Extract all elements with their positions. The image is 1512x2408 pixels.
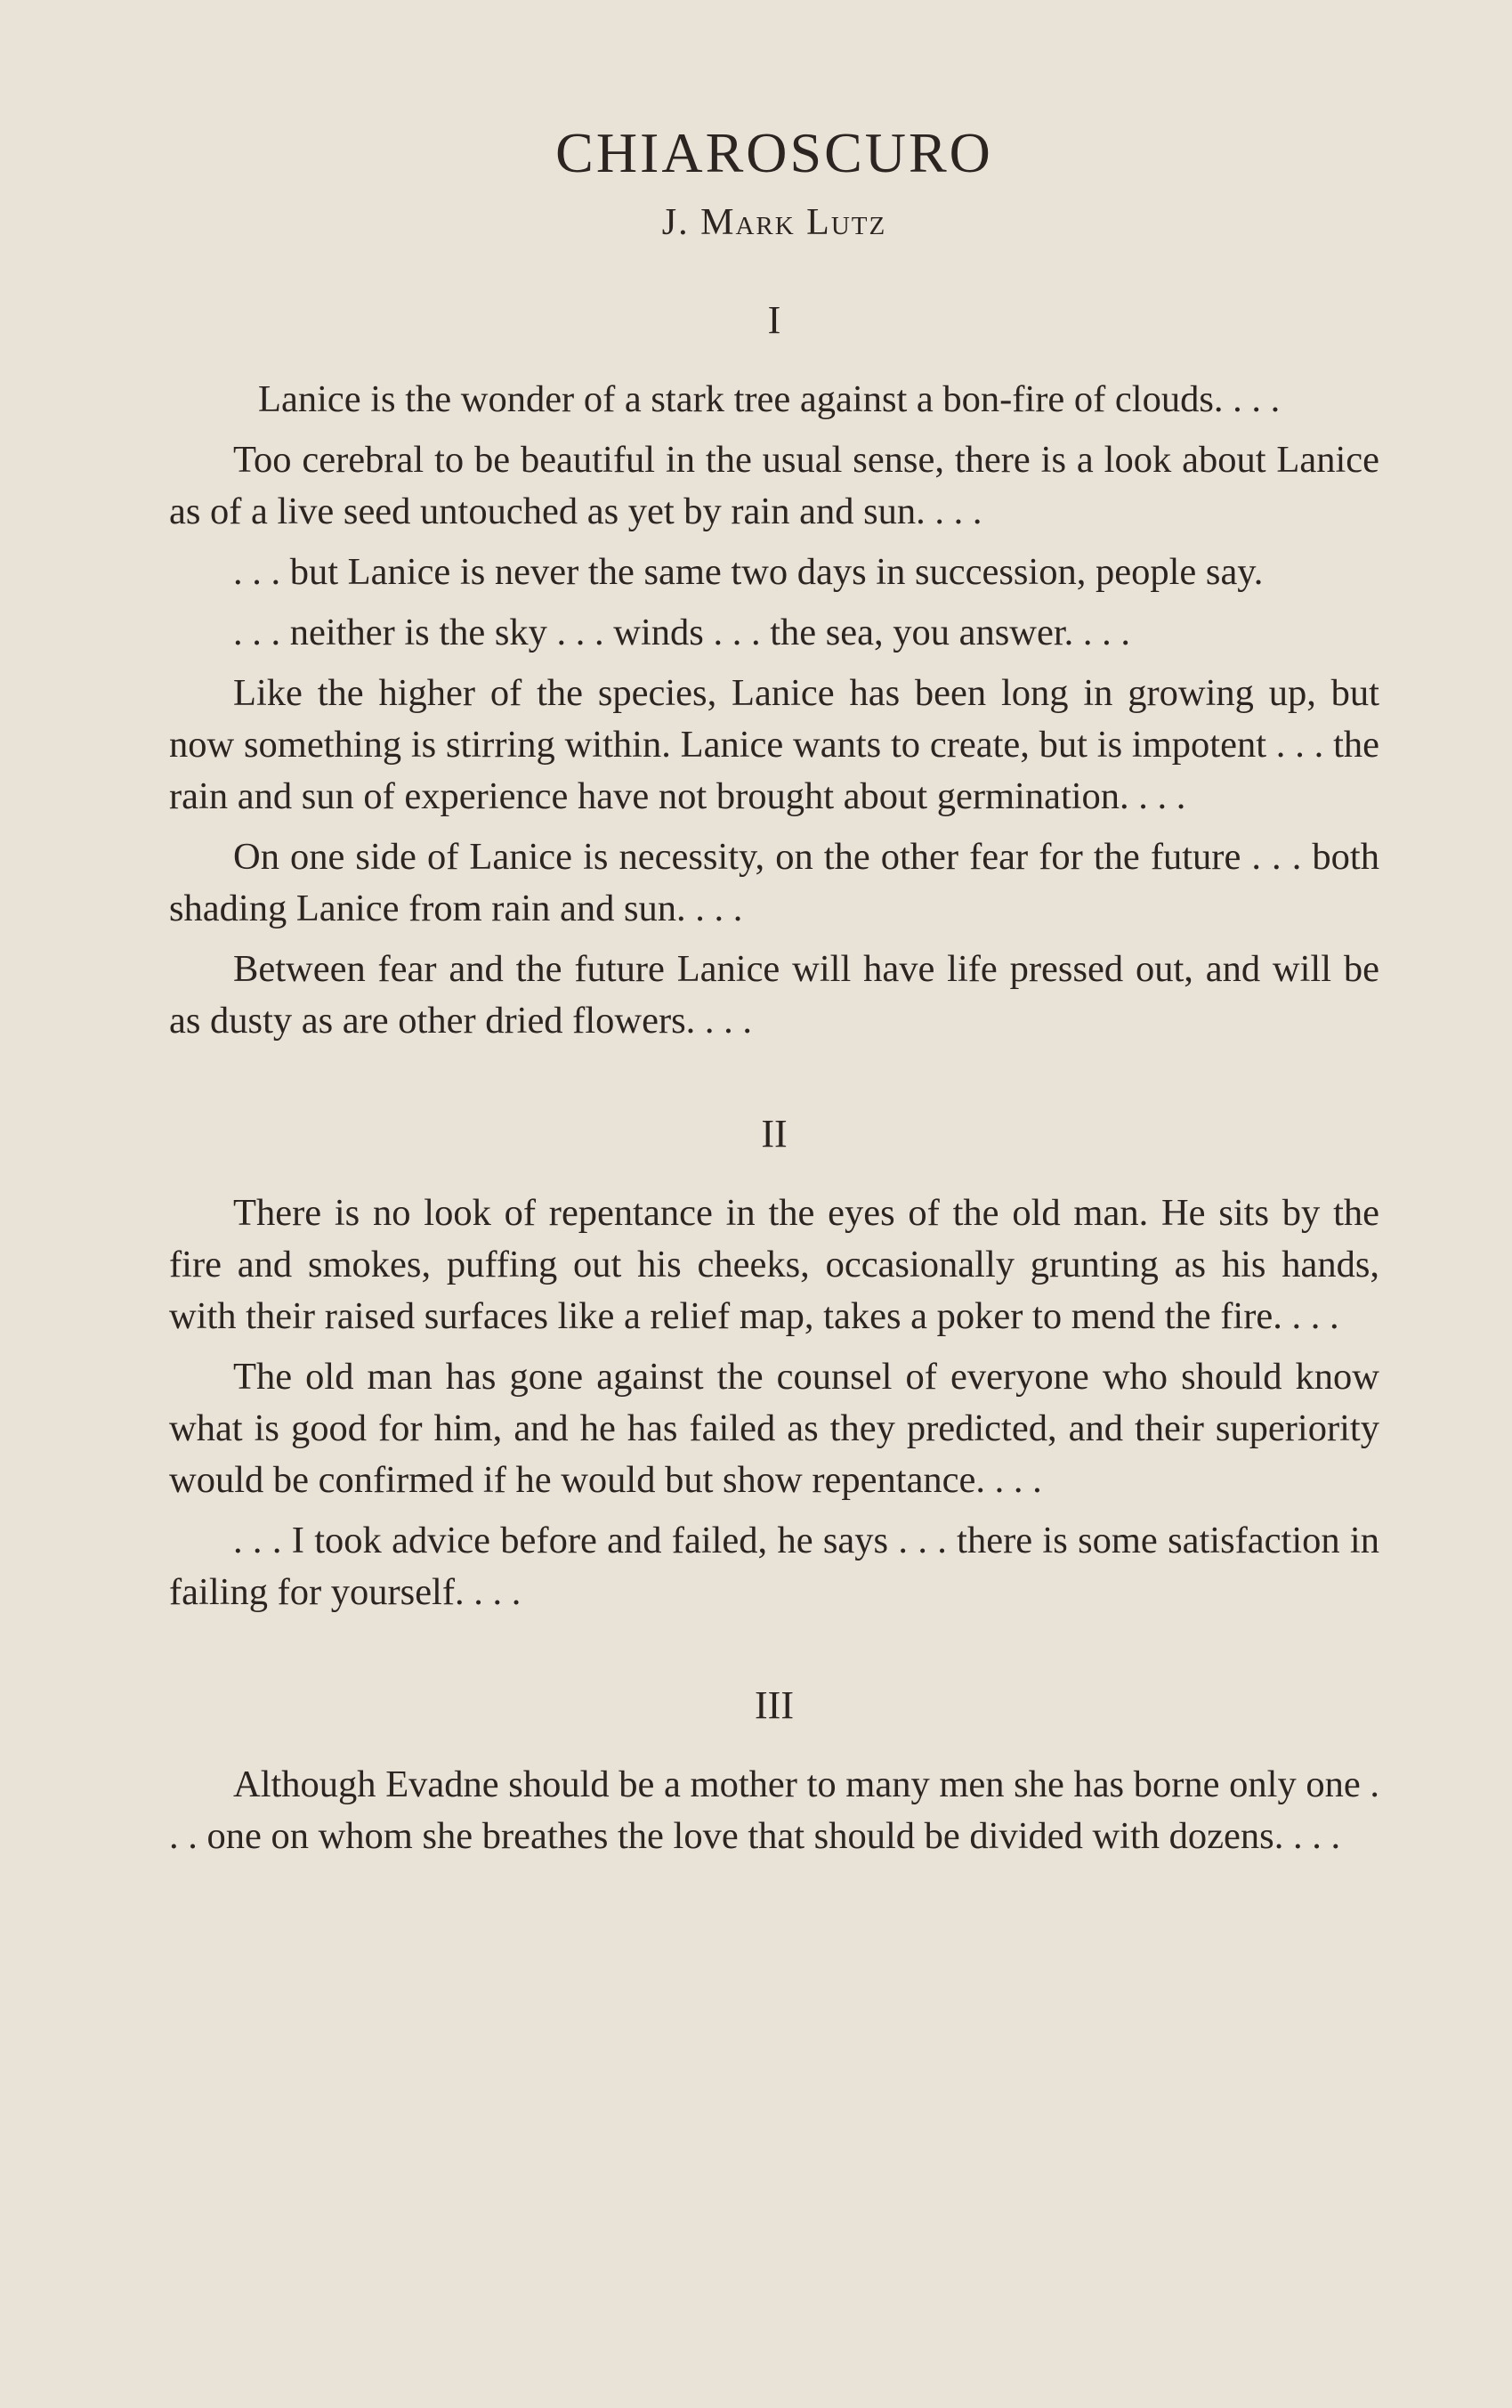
paragraph: Too cerebral to be beautiful in the usual sense, there is a look about Lanice as of a live seed untouched as yet by rain and sun. . . . — [169, 439, 1379, 532]
section-3 — [169, 1681, 1379, 1862]
paragraph: . . . neither is the sky . . . winds . . . the sea, you answer. . . . — [233, 612, 1131, 653]
paragraph: The old man has gone against the counsel of everyone who should know what is good for him, and he has failed as they predicted, and their superiority would be confirmed if he would but show repentance. . . . — [169, 1356, 1379, 1501]
paragraph: Like the higher of the species, Lanice has been long in growing up, but now something is stirring within. Lanice wants to create, but is impotent . . . the rain and sun of experience have not brought about germination. . . . — [169, 672, 1379, 817]
section-heading: III — [755, 1683, 794, 1727]
document-page — [169, 116, 1379, 1925]
paragraph: . . . I took advice before and failed, he says . . . there is some satisfaction in failing for yourself. . . . — [169, 1520, 1379, 1613]
paragraph: Lanice is the wonder of a stark tree against a bon-fire of clouds. . . . — [258, 378, 1281, 420]
page-title: CHIAROSCURO — [555, 121, 993, 184]
paragraph: On one side of Lanice is necessity, on the other fear for the future . . . both shading Lanice from rain and sun. . . . — [169, 836, 1379, 929]
section-2 — [169, 1109, 1379, 1618]
paragraph: . . . but Lanice is never the same two days in succession, people say. — [233, 551, 1264, 593]
author-name: J. Mark Lutz — [661, 202, 887, 243]
paragraph: Although Evadne should be a mother to many men she has borne only one . . . one on whom she breathes the love that should be divided with dozens. . . . — [169, 1763, 1379, 1857]
section-1 — [169, 296, 1379, 1047]
section-heading: II — [761, 1112, 788, 1155]
paragraph: There is no look of repentance in the eyes of the old man. He sits by the fire and smokes, puffing out his cheeks, occasionally grunting as his hands, with their raised surfaces like a relief map, takes a poker to mend the fire. . . . — [169, 1192, 1379, 1337]
section-heading: I — [767, 298, 781, 342]
paragraph: Between fear and the future Lanice will have life pressed out, and will be as dusty as are other dried flowers. . . . — [169, 948, 1379, 1042]
